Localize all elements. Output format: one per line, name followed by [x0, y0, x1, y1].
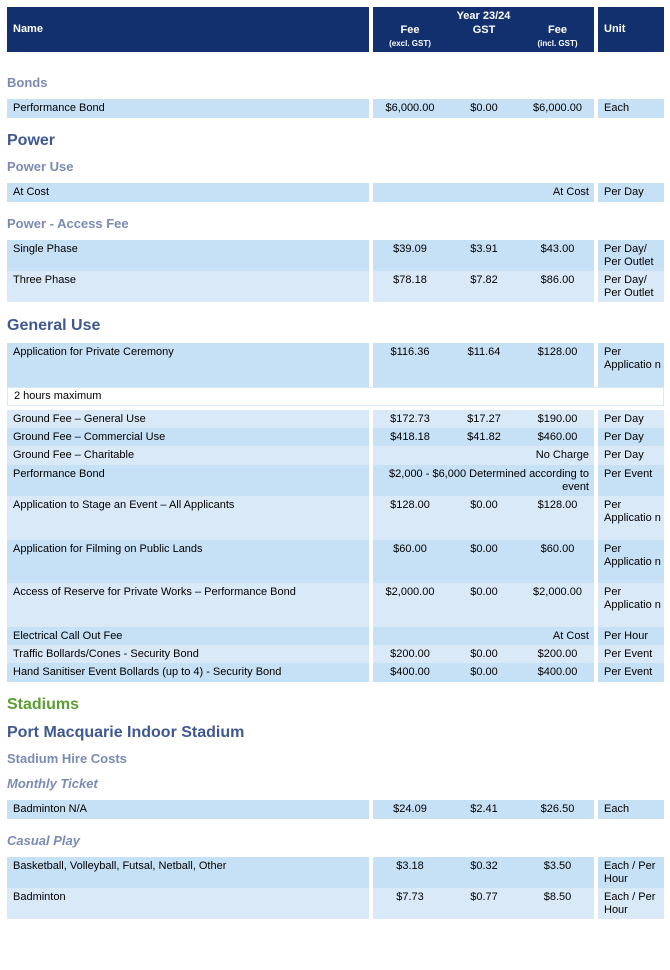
table-row: Performance Bond $2,000 - $6,000 Determined according to event Per Event — [7, 465, 664, 496]
section-power: Power — [7, 132, 56, 149]
section-bonds: Bonds — [7, 75, 48, 90]
table-row: Ground Fee – General Use $172.73 $17.27 $190.00 Per Day — [7, 410, 664, 428]
table-row: Basketball, Volleyball, Futsal, Netball, Other $3.18 $0.32 $3.50 Each / Per Hour — [7, 857, 664, 888]
table-row: Traffic Bollards/Cones - Security Bond $200.00 $0.00 $200.00 Per Event — [7, 645, 664, 663]
header-fee-incl-sub: (incl. GST) — [537, 39, 578, 48]
row-note: 2 hours maximum — [7, 387, 664, 406]
section-port-macquarie: Port Macquarie Indoor Stadium — [7, 724, 245, 741]
table-row: Application to Stage an Event – All Applicants $128.00 $0.00 $128.00 Per Applicatio n — [7, 496, 664, 540]
table-row: Access of Reserve for Private Works – Performance Bond $2,000.00 $0.00 $2,000.00 Per Applicatio n — [7, 583, 664, 627]
table-row: Application for Filming on Public Lands $60.00 $0.00 $60.00 Per Applicatio n — [7, 540, 664, 583]
section-power-access: Power - Access Fee — [7, 216, 129, 231]
header-gst: GST — [472, 24, 496, 36]
header-fee-excl: Fee — [400, 24, 420, 36]
table-row: Electrical Call Out Fee At Cost Per Hour — [7, 627, 664, 645]
header-unit-cell — [598, 7, 664, 52]
section-power-use: Power Use — [7, 159, 74, 174]
section-stadiums: Stadiums — [7, 696, 80, 713]
section-general-use: General Use — [7, 317, 101, 334]
table-row: Badminton $7.73 $0.77 $8.50 Each / Per Hour — [7, 888, 664, 919]
section-casual-play: Casual Play — [7, 833, 80, 848]
header-unit: Unit — [604, 23, 626, 35]
table-row: Badminton N/A $24.09 $2.41 $26.50 Each — [7, 800, 664, 819]
table-row: Performance Bond $6,000.00 $0.00 $6,000.00 Each — [7, 99, 664, 118]
header-fees-cell — [373, 7, 594, 52]
section-stadium-hire: Stadium Hire Costs — [7, 751, 127, 766]
table-row: Application for Private Ceremony $116.36 $11.64 $128.00 Per Applicatio n — [7, 343, 664, 387]
table-row: At Cost At Cost Per Day — [7, 183, 664, 202]
table-row: Three Phase $78.18 $7.82 $86.00 Per Day/ Per Outlet — [7, 271, 664, 302]
table-row: Hand Sanitiser Event Bollards (up to 4) - Security Bond $400.00 $0.00 $400.00 Per Event — [7, 663, 664, 682]
header-name-cell — [7, 7, 369, 52]
header-name: Name — [13, 23, 43, 35]
table-row: Ground Fee – Charitable No Charge Per Day — [7, 446, 664, 465]
section-monthly-ticket: Monthly Ticket — [7, 776, 98, 791]
header-year: Year 23/24 — [456, 10, 511, 22]
table-row: Ground Fee – Commercial Use $418.18 $41.82 $460.00 Per Day — [7, 428, 664, 446]
header-fee-incl: Fee — [548, 24, 567, 36]
header-fee-excl-sub: (excl. GST) — [389, 39, 431, 48]
table-row: Single Phase $39.09 $3.91 $43.00 Per Day/ Per Outlet — [7, 240, 664, 271]
